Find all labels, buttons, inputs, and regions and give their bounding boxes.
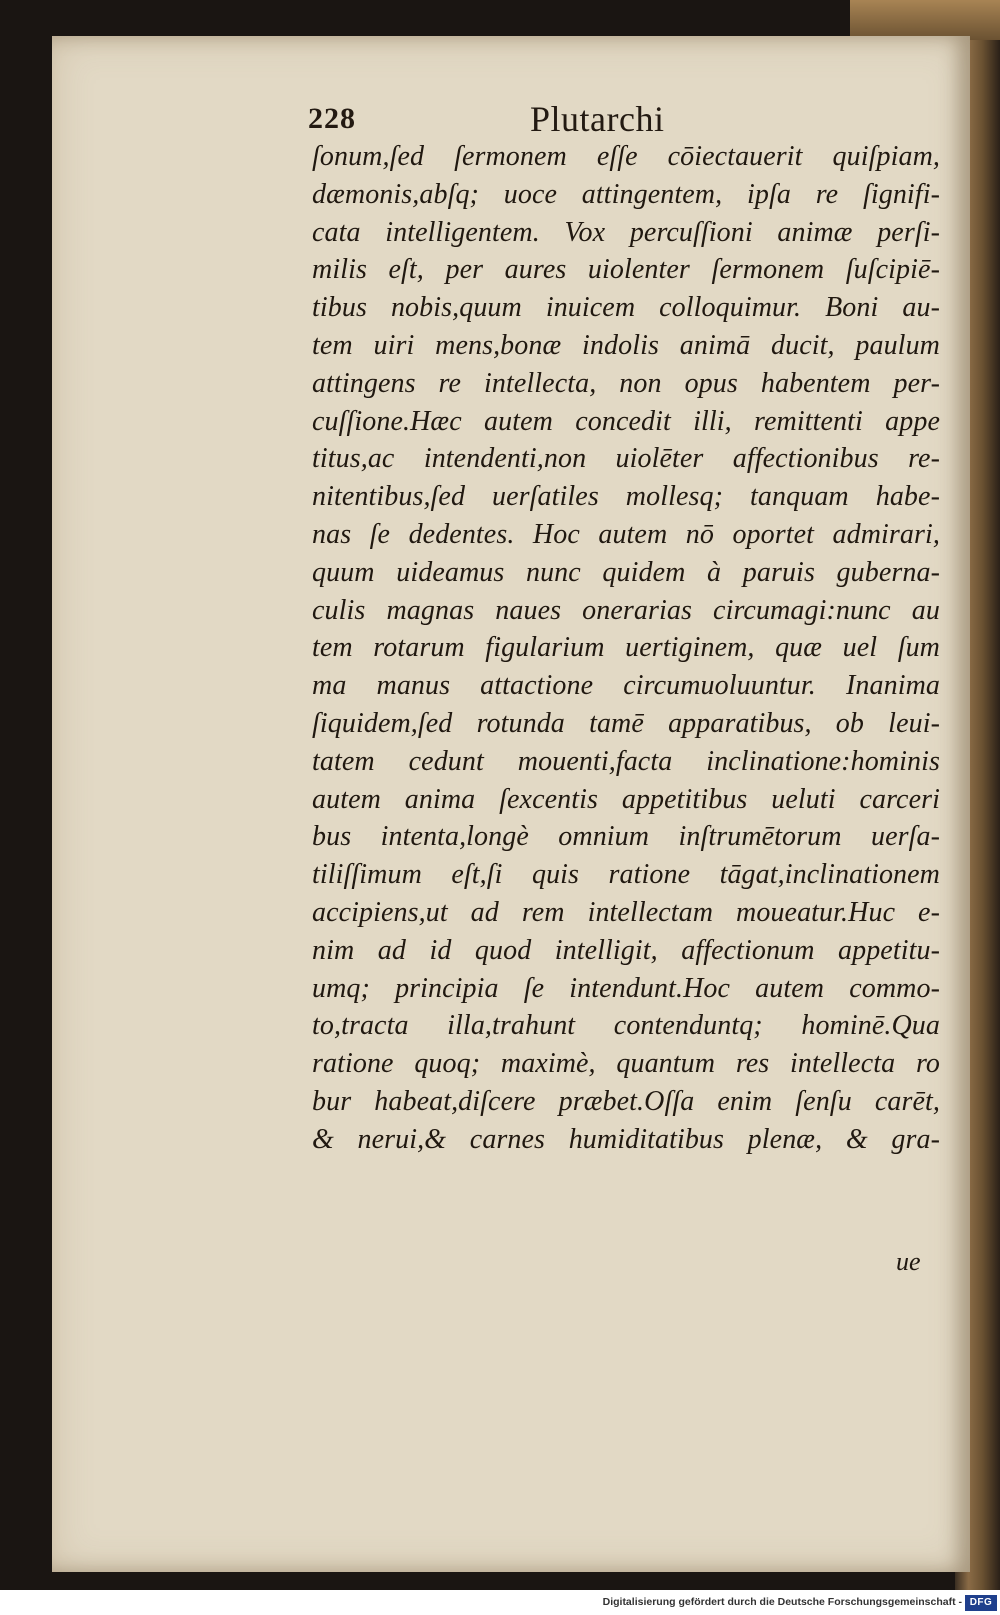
text-line: bus intenta,longè omnium inſtrumētorum uerſa-: [312, 821, 940, 853]
page-number: 228: [308, 102, 356, 135]
text-line: nas ſe dedentes. Hoc autem nō oportet admirari,: [312, 518, 940, 550]
dfg-logo: DFG: [965, 1595, 997, 1611]
body-text: [312, 138, 940, 1159]
text-line: quum uideamus nunc quidem à paruis guberna-: [312, 556, 940, 588]
text-line: ſonum,ſed ſermonem eſſe cōiectauerit quiſpiam,: [312, 141, 940, 172]
book-edge-top: [850, 0, 1000, 40]
text-line: tem uiri mens,bonæ indolis animā ducit, paulum: [312, 329, 940, 361]
text-line: attingens re intellecta, non opus habentem per-: [312, 367, 940, 399]
text-line: titus,ac intendenti,non uiolēter affectionibus re-: [312, 443, 940, 475]
text-line: dæmonis,abſq; uoce attingentem, ipſa re ſignifi-: [312, 178, 940, 210]
text-line: tatem cedunt mouenti,facta inclinatione:hominis: [312, 745, 940, 777]
text-line: nim ad id quod intelligit, affectionum appetitu-: [312, 934, 940, 966]
text-line: milis eſt, per aures uiolenter ſermonem ſuſcipiē-: [312, 254, 940, 286]
text-line: tiliſſimum eſt,ſi quis ratione tāgat,inclinationem: [312, 859, 940, 891]
text-line: ma manus attactione circumuoluuntur. Inanima: [312, 670, 940, 702]
catchword: ue: [896, 1247, 921, 1276]
text-line: culis magnas naues onerarias circumagi:nunc au: [312, 594, 940, 626]
text-line: to,tracta illa,trahunt contenduntq; hominē.Qua: [312, 1010, 940, 1042]
text-line: cuſſione.Hæc autem concedit illi, remittenti appe: [312, 405, 940, 437]
running-title: Plutarchi: [530, 99, 665, 139]
text-line: bur habeat,diſcere præbet.Oſſa enim ſenſu carēt,: [312, 1085, 940, 1117]
footer: [0, 1592, 1000, 1615]
text-line: tibus nobis,quum inuicem colloquimur. Boni au-: [312, 292, 940, 324]
text-line: autem anima ſexcentis appetitibus ueluti carceri: [312, 783, 940, 815]
text-line: tem rotarum figularium uertiginem, quæ uel ſum: [312, 632, 940, 664]
text-line: nitentibus,ſed uerſatiles mollesq; tanquam habe-: [312, 481, 940, 513]
text-line: accipiens,ut ad rem intellectam moueatur.Huc e-: [312, 896, 940, 928]
text-line: umq; principia ſe intendunt.Hoc autem commo-: [312, 972, 940, 1004]
text-line: & nerui,& carnes humiditatibus plenæ, & gra-: [312, 1123, 940, 1155]
text-line: ratione quoq; maximè, quantum res intellecta ro: [312, 1048, 940, 1080]
text-line: ſiquidem,ſed rotunda tamē apparatibus, ob leui-: [312, 707, 940, 739]
running-head: [308, 98, 948, 142]
text-line: cata intelligentem. Vox percuſſioni animæ perſi-: [312, 216, 940, 248]
funding-credit: Digitalisierung gefördert durch die Deutsche Forschungsgemeinschaft -: [602, 1596, 962, 1608]
